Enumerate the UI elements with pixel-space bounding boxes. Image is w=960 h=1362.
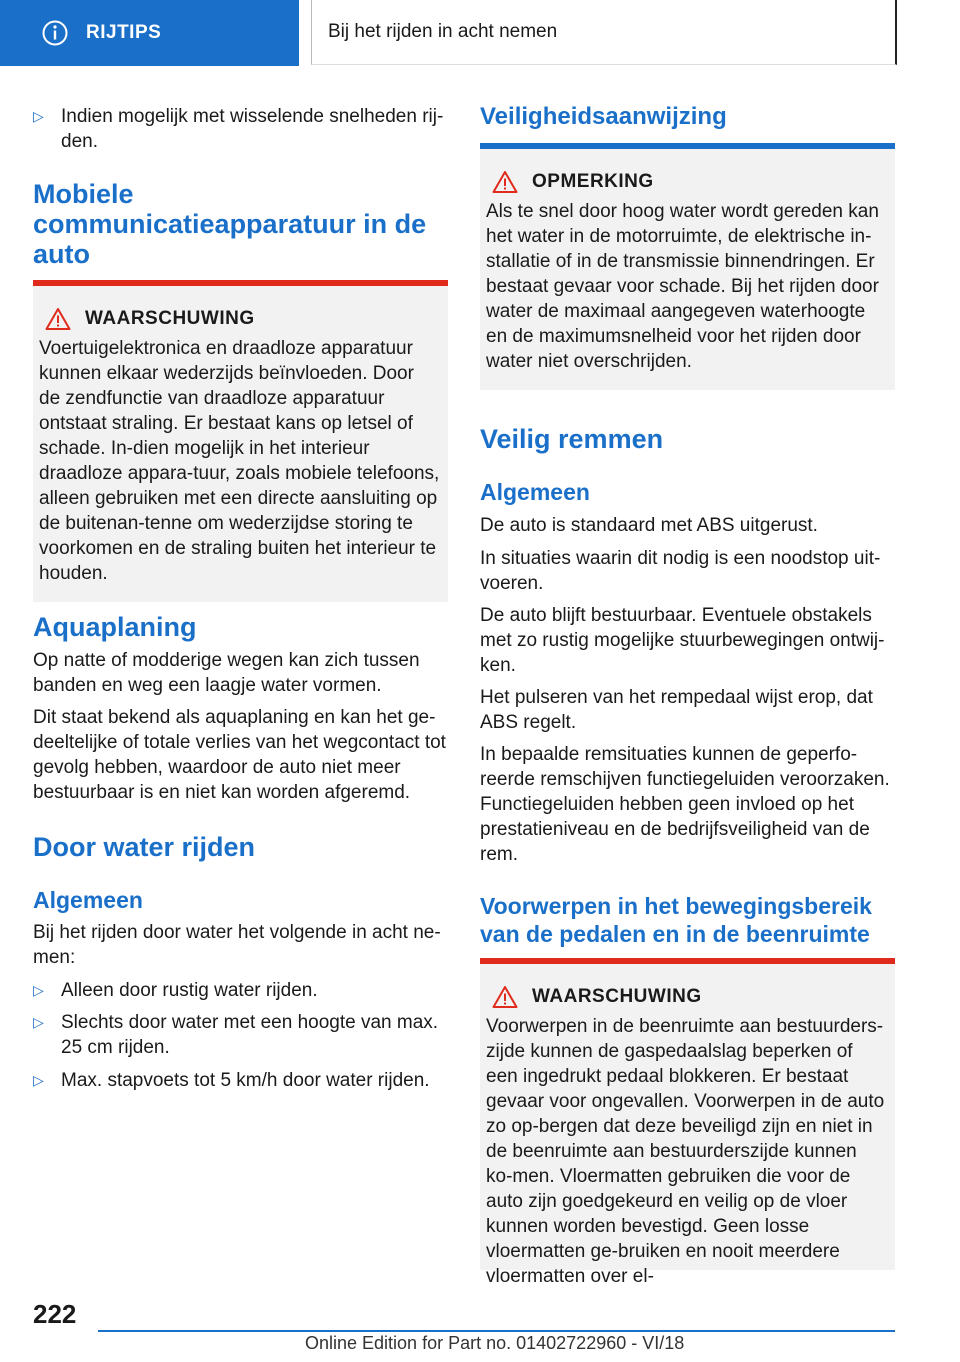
warning-title: WAARSCHUWING (85, 308, 255, 329)
subsection-title: Algemeen (33, 887, 143, 913)
section-title-brake: Veilig remmen (480, 424, 664, 454)
info-icon (42, 20, 68, 46)
page-header (0, 0, 960, 66)
list-item-text: Slechts door water met een hoogte van max. 25 cm rijden. (61, 1012, 439, 1058)
warning-triangle-icon (492, 170, 518, 194)
list-item-text: Alleen door rustig water rijden. (61, 980, 318, 1001)
list-item-text: Max. stapvoets tot 5 km/h door water rijden. (61, 1070, 430, 1091)
list-item (33, 978, 448, 1003)
chapter-title: Bij het rijden in acht nemen (328, 21, 558, 42)
chapter-tab (0, 0, 299, 66)
note-text: Als te snel door hoog water wordt gereden kan het water in de motorruimte, de elektrische in-stallatie of in de transmissie binnendringen. Er bestaat gevaar voor schade. Bij het rijden door water de maximaal aangegeven waterhoogte en de maximumsnelheid voor het rijden door water niet overschrijden. (486, 201, 879, 372)
note-box (480, 143, 895, 390)
chapter-title-box (311, 0, 897, 65)
paragraph: Dit staat bekend als aquaplaning en kan het ge-deeltelijke of totale verlies van het wegcontact tot gevolg hebben, waardoor de auto niet meer bestuurbaar is en niet kan worden afgeremd. (33, 707, 446, 803)
tab-label: RIJTIPS (86, 22, 162, 43)
list-item (33, 1010, 448, 1060)
warning-box (33, 280, 448, 602)
page-number: 222 (33, 1299, 77, 1329)
warning-box (480, 958, 895, 1287)
warning-triangle-icon (45, 307, 71, 331)
subsection-title: Algemeen (480, 479, 590, 505)
paragraph: Op natte of modderige wegen kan zich tussen banden en weg een laagje water vormen. (33, 650, 420, 696)
section-title-water: Door water rijden (33, 832, 256, 862)
paragraph: Het pulseren van het rempedaal wijst erop, dat ABS regelt. (480, 687, 873, 733)
paragraph: De auto blijft bestuurbaar. Eventuele obstakels met zo rustig mogelijke stuurbewegingen ontwij-ken. (480, 605, 885, 676)
warning-text: Voorwerpen in de beenruimte aan bestuurders-zijde kunnen de gaspedaalslag beperken of een ingedrukt pedaal blokkeren. Er bestaat gevaar voor ongevallen. Voorwerpen in de auto zo op-bergen dat deze beveiligd zijn en niet in de beenruimte aan bestuurderszijde kunnen ko-men. Vloermatten gebruiken die voor de auto zijn goedgekeurd en veilig op de vloer kunnen worden bevestigd. Geen losse vloermatten ge-bruiken en nooit meerdere vloermatten over el- (486, 1016, 885, 1287)
triangle-bullet-icon: ▷ (33, 108, 44, 124)
paragraph: De auto is standaard met ABS uitgerust. (480, 515, 818, 536)
list-item (33, 1068, 448, 1093)
section-title-safety: Veiligheidsaanwijzing (480, 103, 727, 130)
paragraph: In situaties waarin dit nodig is een noodstop uit-voeren. (480, 548, 881, 594)
triangle-bullet-icon: ▷ (33, 1072, 44, 1088)
note-title: OPMERKING (532, 171, 654, 192)
warning-title: WAARSCHUWING (532, 986, 702, 1007)
section-title-mobile: Mobiele communicatieapparatuur in de auto (33, 179, 427, 269)
section-title-aquaplaning: Aquaplaning (33, 612, 197, 642)
paragraph: In bepaalde remsituaties kunnen de geperfo-reerde remschijven functiegeluiden veroorzaken. Functiegeluiden hebben geen invloed op het prestatieniveau en de bedrijfsveiligheid van de rem. (480, 744, 890, 865)
footer-divider (98, 1330, 895, 1332)
warning-text: Voertuigelektronica en draadloze apparatuur kunnen elkaar wederzijds beïnvloeden. Door de zendfunctie van draadloze apparatuur ontstaat straling. Er bestaat kans op letsel of schade. In-dien mogelijk in het interieur draadloze appara-tuur, zoals mobiele telefoons, alleen gebruiken met een directe aansluiting op de buitenan-tenne om wederzijdse storing te voorkomen en de straling buiten het interieur te houden. (39, 338, 440, 584)
triangle-bullet-icon: ▷ (33, 1014, 44, 1030)
edition-text: Online Edition for Part no. 01402722960 - VI/18 (305, 1333, 685, 1353)
list-item-text: Indien mogelijk met wisselende snelheden rij-den. (61, 106, 444, 152)
paragraph: Bij het rijden door water het volgende in acht ne-men: (33, 922, 441, 968)
warning-triangle-icon (492, 985, 518, 1009)
triangle-bullet-icon: ▷ (33, 982, 44, 998)
list-item (33, 104, 448, 154)
subsection-title-pedals: Voorwerpen in het bewegingsbereik van de pedalen en in de beenruimte (480, 893, 872, 947)
